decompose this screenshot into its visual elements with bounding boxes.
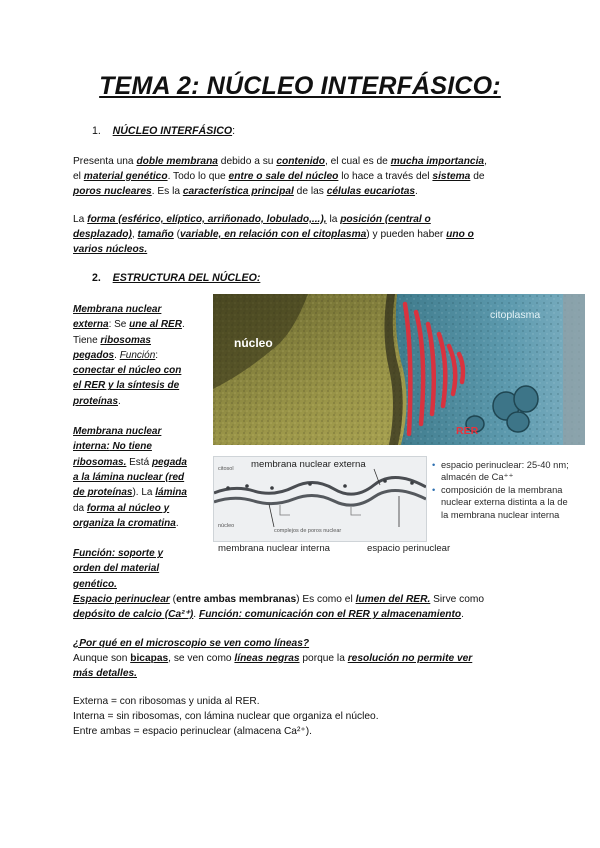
- text: ,: [131, 229, 138, 240]
- text: ribosomas.: [73, 456, 127, 468]
- section-2-heading: [92, 271, 260, 286]
- text: ,: [484, 156, 487, 167]
- text: debido a su: [217, 156, 277, 167]
- text: material genético: [83, 171, 168, 182]
- paragraph-form: [73, 212, 533, 257]
- line: [73, 212, 533, 227]
- text: pegados: [73, 349, 115, 361]
- text: Función: [119, 349, 156, 361]
- text: sistema: [432, 171, 471, 182]
- summary-line: Entre ambas = espacio perinuclear (almacena Ca²⁺).: [73, 726, 312, 737]
- text: el RER y la síntesis de: [73, 380, 180, 392]
- text: :: [155, 349, 159, 361]
- text: desplazado): [73, 229, 132, 240]
- text: Función: comunicación con el RER y almacenamiento: [198, 609, 462, 620]
- label-rer: RER: [456, 425, 479, 437]
- text: .: [415, 186, 418, 197]
- paragraph-intro: [73, 154, 533, 199]
- left-column: [73, 302, 213, 592]
- paragraph-question: [73, 636, 543, 681]
- text: .: [118, 395, 121, 407]
- text: el: [73, 171, 84, 182]
- text: .: [181, 319, 185, 331]
- text: ) Es como el: [296, 594, 356, 605]
- text: entre ambas membranas: [176, 594, 297, 605]
- line: [73, 666, 543, 681]
- text: La: [73, 214, 88, 225]
- inner-membrane: [214, 490, 426, 505]
- text: doble membrana: [136, 156, 218, 167]
- legend-item: [432, 459, 592, 484]
- pointer-inner: [269, 504, 274, 527]
- section-1-heading: [92, 124, 235, 139]
- text: contenido: [276, 156, 325, 167]
- text: forma (esférico, elíptico, arriñonado, lobulado,...),: [87, 214, 327, 225]
- text: de proteínas: [73, 487, 133, 499]
- text: organiza la cromatina: [73, 517, 176, 529]
- text: almacén de Ca⁺⁺: [441, 472, 514, 483]
- text: Aunque son: [73, 653, 131, 664]
- text: genético.: [73, 578, 117, 590]
- text: poros nucleares: [73, 186, 152, 197]
- text: ) y pueden haber: [366, 229, 447, 240]
- text: (: [173, 229, 181, 240]
- text: Está: [126, 456, 152, 468]
- text: la membrana nuclear interna: [441, 509, 560, 520]
- text: . Todo lo que: [167, 171, 229, 182]
- text: resolución no permite ver: [347, 653, 473, 664]
- label-perinuclear-space: espacio perinuclear: [367, 543, 451, 554]
- line: [73, 154, 533, 169]
- figure-legend: [432, 459, 592, 521]
- section-number: 2.: [92, 272, 101, 284]
- cell-membrane: [563, 294, 585, 445]
- bullet-icon: •: [432, 460, 436, 470]
- text: Presenta una: [73, 156, 137, 167]
- section-title: NÚCLEO INTERFÁSICO: [112, 125, 233, 137]
- line: [73, 651, 543, 666]
- text: de: [470, 171, 485, 182]
- label-nucleus: núcleo: [234, 336, 273, 350]
- text: conectar el núcleo con: [73, 365, 182, 377]
- label-inner-membrane: membrana nuclear interna: [218, 543, 330, 554]
- text: nuclear externa distinta a la de: [441, 497, 568, 508]
- line: [73, 184, 533, 199]
- line: [73, 636, 543, 651]
- text: tamaño: [137, 229, 174, 240]
- text: ¿Por qué en el microscopio se ven como líneas?: [73, 638, 310, 649]
- text: líneas negras: [234, 653, 300, 664]
- legend-item: [432, 484, 592, 521]
- micrograph-svg: [213, 294, 585, 445]
- line: [73, 607, 543, 622]
- label-outer-membrane: membrana nuclear externa: [251, 459, 366, 470]
- text: Función: soporte y: [73, 548, 163, 560]
- text: une al RER: [129, 319, 182, 331]
- text: lo hace a través del: [338, 171, 433, 182]
- text: .: [175, 517, 179, 529]
- text: composición de la membrana: [441, 484, 563, 495]
- label-pores: complejos de poros nuclear: [274, 528, 342, 534]
- text: Tiene: [73, 334, 101, 346]
- summary-line: Externa = con ribosomas y unida al RER.: [73, 696, 260, 707]
- text: interna:: [73, 441, 110, 453]
- text: de las: [293, 186, 327, 197]
- text: Membrana nuclear: [73, 304, 162, 315]
- summary-line: Interna = sin ribosomas, con lámina nuclear que organiza el núcleo.: [73, 711, 379, 722]
- summary: [73, 694, 543, 739]
- block-function: [73, 546, 213, 592]
- line: [73, 169, 533, 184]
- text: lámina: [155, 487, 187, 499]
- text: espacio perinuclear: 25-40 nm;: [441, 460, 569, 470]
- text: Espacio perinuclear: [73, 594, 170, 605]
- text: entre o sale del núcleo: [228, 171, 339, 182]
- text: .: [193, 609, 199, 620]
- text: . Es la: [151, 186, 183, 197]
- section-colon: :: [232, 125, 236, 137]
- text: proteínas: [73, 395, 119, 407]
- text: variable, en relación con el citoplasma: [180, 229, 367, 240]
- electron-micrograph: [213, 294, 585, 445]
- text: la: [326, 214, 341, 225]
- text: células eucariotas: [326, 186, 416, 197]
- text: .: [114, 349, 120, 361]
- text: da: [73, 502, 87, 514]
- text: (: [169, 594, 177, 605]
- label-citosol: citosol: [218, 466, 234, 472]
- section-title: ESTRUCTURA DEL NÚCLEO:: [112, 272, 261, 284]
- text: característica principal: [182, 186, 294, 197]
- section-number: 1.: [92, 125, 101, 137]
- text: : Se: [108, 319, 130, 331]
- text: a la lámina nuclear (red: [73, 471, 185, 483]
- text: posición (central o: [340, 214, 431, 225]
- text: Sirve como: [430, 594, 485, 605]
- text: , se ven como: [168, 653, 235, 664]
- text: .: [461, 609, 464, 620]
- text: Membrana nuclear: [73, 426, 162, 438]
- line: [73, 592, 543, 607]
- text: , el cual es de: [324, 156, 391, 167]
- block-internal-membrane: [73, 424, 213, 531]
- text: más detalles.: [73, 668, 137, 679]
- text: forma al núcleo y: [86, 502, 170, 514]
- text: lumen del RER.: [355, 594, 431, 605]
- paragraph-perinuclear: [73, 592, 543, 622]
- text: uno o: [446, 229, 474, 240]
- bullet-icon: •: [432, 484, 436, 495]
- text: ribosomas: [100, 334, 151, 346]
- text: orden del material: [73, 563, 160, 575]
- text: pegada: [151, 456, 187, 468]
- text: No tiene: [109, 441, 152, 453]
- line: [73, 242, 533, 257]
- text: mucha importancia: [390, 156, 485, 167]
- text: bicapas: [130, 653, 169, 664]
- label-nucleo-tem: núcleo: [218, 523, 235, 529]
- label-cytoplasm: citoplasma: [490, 309, 541, 321]
- text: depósito de calcio (Ca²⁺): [73, 609, 194, 620]
- text: porque la: [299, 653, 348, 664]
- page-title: TEMA 2: NÚCLEO INTERFÁSICO:: [99, 72, 501, 100]
- text: externa: [73, 319, 109, 331]
- text: ). La: [132, 487, 156, 499]
- text: varios núcleos.: [73, 244, 148, 255]
- line: [73, 227, 533, 242]
- block-external-membrane: [73, 302, 213, 409]
